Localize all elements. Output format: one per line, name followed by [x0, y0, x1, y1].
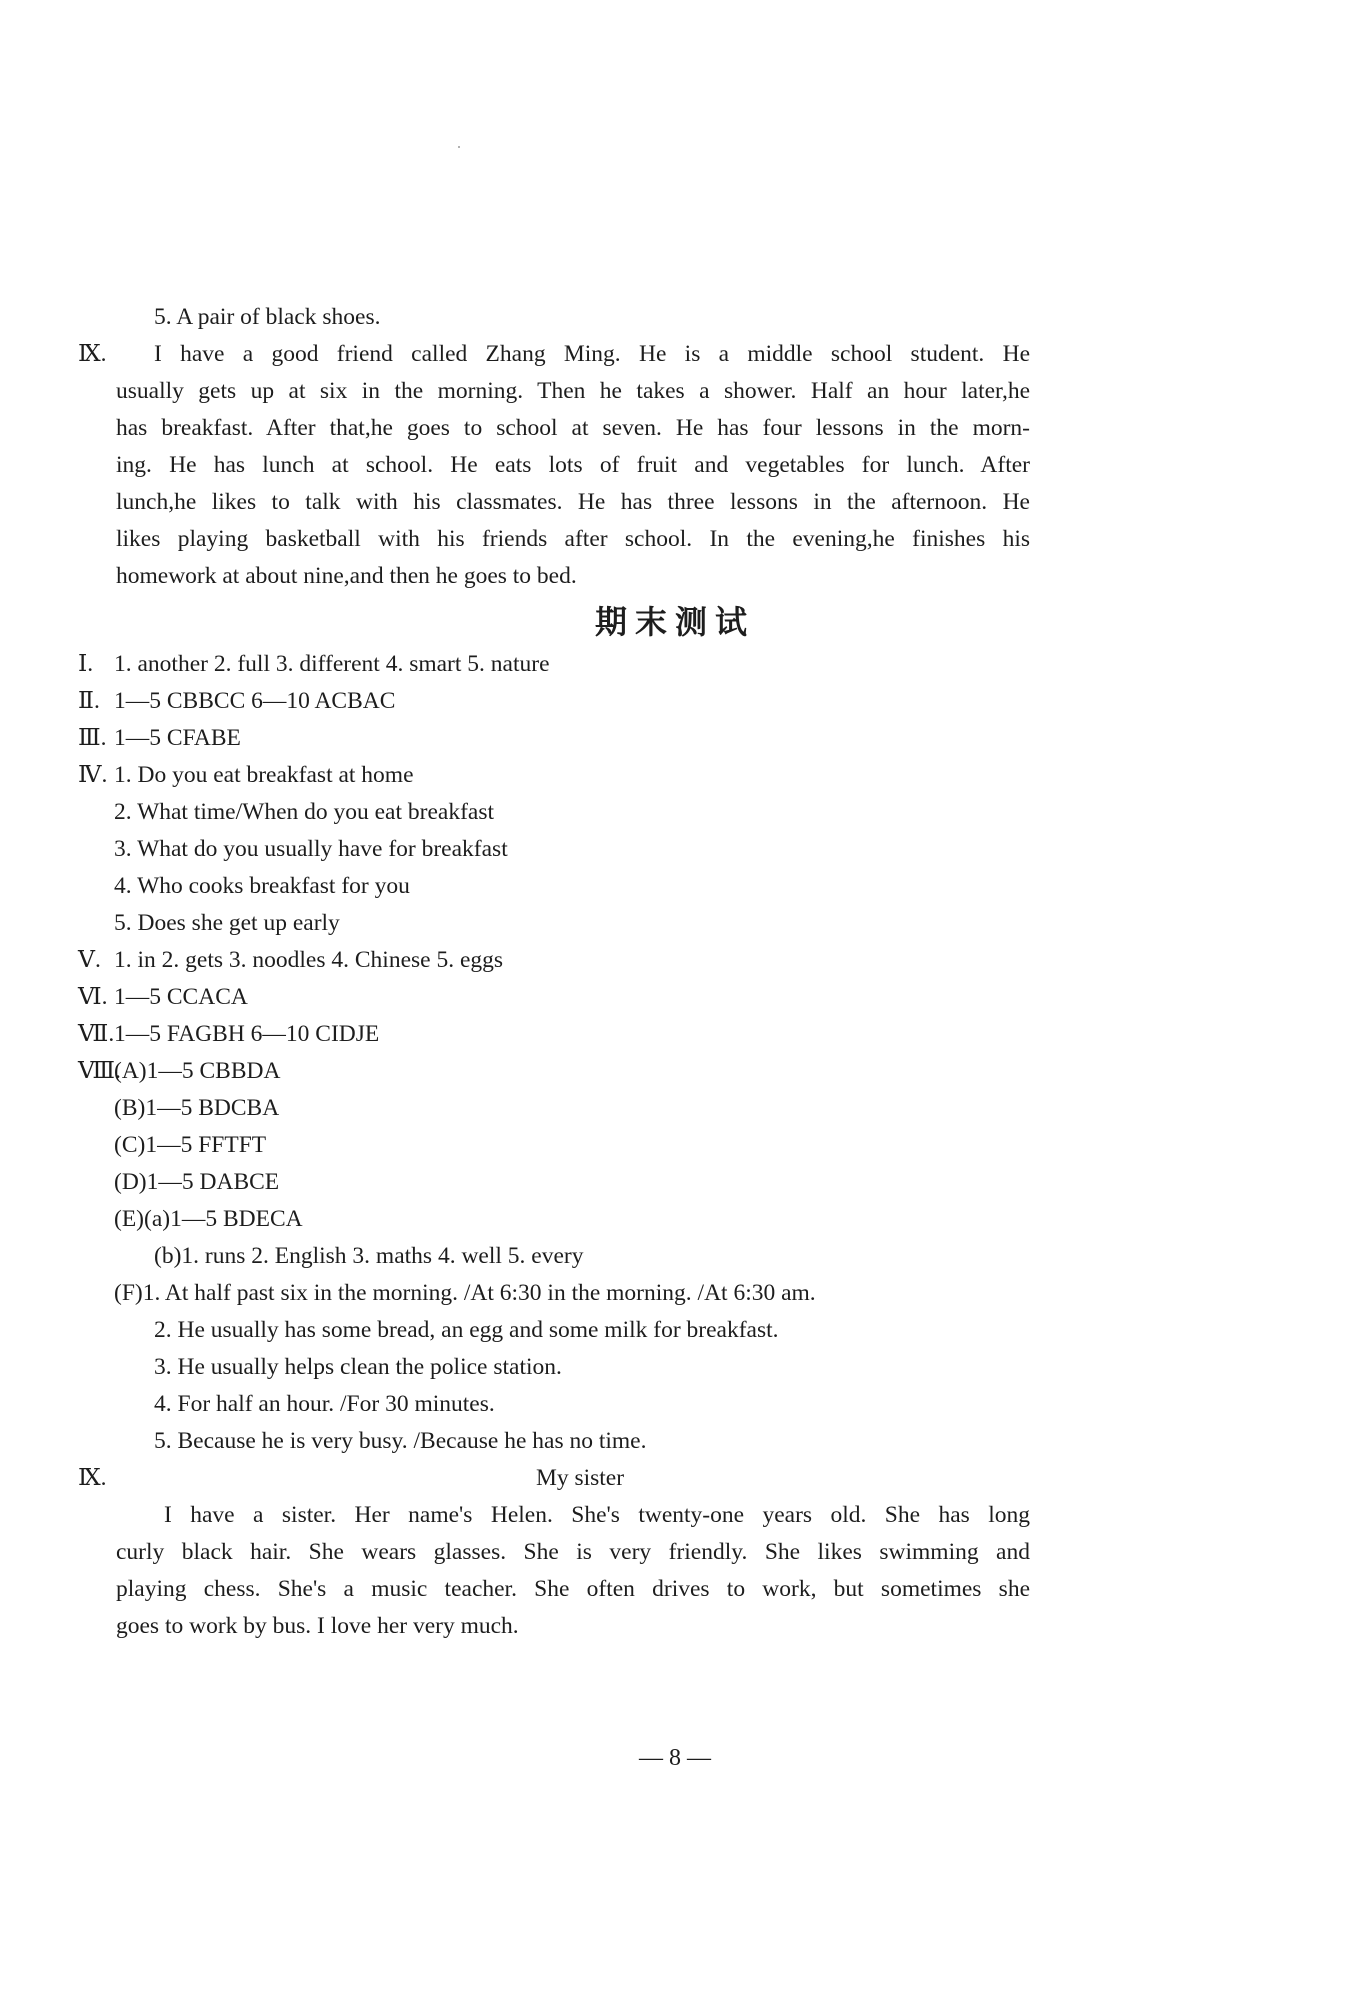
- section-numeral-7: Ⅶ.: [78, 1021, 115, 1047]
- scan-speck: [458, 146, 460, 148]
- section-answer-8-f-1: (F)1. At half past six in the morning. /At 6:30 in the morning. /At 6:30 am.: [114, 1280, 816, 1306]
- section-numeral-5: Ⅴ.: [78, 947, 101, 973]
- section-numeral-8: Ⅷ.: [78, 1058, 121, 1084]
- section-numeral-4: Ⅳ.: [78, 762, 108, 788]
- prev-ix-essay-line-7: homework at about nine,and then he goes to bed.: [116, 563, 577, 589]
- section-answer-4-5: 5. Does she get up early: [114, 910, 340, 936]
- section-numeral-6: Ⅵ.: [78, 984, 108, 1010]
- prev-ix-essay-line-3: has breakfast. After that,he goes to school at seven. He has four lessons in the morn-: [116, 415, 1030, 441]
- section-answer-8-f-2: 2. He usually has some bread, an egg and some milk for breakfast.: [154, 1317, 779, 1343]
- section-answer-8-f-3: 3. He usually helps clean the police station.: [154, 1354, 562, 1380]
- section-answer-8-b: (B)1—5 BDCBA: [114, 1095, 280, 1121]
- section-numeral-1: Ⅰ.: [78, 651, 94, 677]
- section-answer-8-a: (A)1—5 CBBDA: [114, 1058, 281, 1084]
- section-answer-3: 1—5 CFABE: [114, 725, 241, 751]
- essay-title: My sister: [535, 1465, 625, 1491]
- prev-ix-numeral: Ⅸ.: [78, 341, 107, 367]
- section-answer-7: 1—5 FAGBH 6—10 CIDJE: [114, 1021, 380, 1047]
- section-answer-4-4: 4. Who cooks breakfast for you: [114, 873, 410, 899]
- prev-ix-essay-line-5: lunch,he likes to talk with his classmates. He has three lessons in the afternoon. He: [116, 489, 1030, 515]
- section-answer-2: 1—5 CBBCC 6—10 ACBAC: [114, 688, 396, 714]
- prev-ix-essay-line-6: likes playing basketball with his friends after school. In the evening,he finishes his: [116, 526, 1030, 552]
- prev-item-5: 5. A pair of black shoes.: [154, 304, 381, 330]
- section-answer-4-3: 3. What do you usually have for breakfast: [114, 836, 508, 862]
- section-answer-1: 1. another 2. full 3. different 4. smart 5. nature: [114, 651, 550, 677]
- section-answer-8-d: (D)1—5 DABCE: [114, 1169, 280, 1195]
- section-answer-8-c: (C)1—5 FFTFT: [114, 1132, 267, 1158]
- section-answer-4-1: 1. Do you eat breakfast at home: [114, 762, 414, 788]
- section-answer-5: 1. in 2. gets 3. noodles 4. Chinese 5. eggs: [114, 947, 504, 973]
- section-numeral-2: Ⅱ.: [78, 688, 100, 714]
- section-answer-8-f-5: 5. Because he is very busy. /Because he has no time.: [154, 1428, 647, 1454]
- prev-ix-essay-line-2: usually gets up at six in the morning. Then he takes a shower. Half an hour later,he: [116, 378, 1030, 404]
- section-answer-4-2: 2. What time/When do you eat breakfast: [114, 799, 495, 825]
- page-number: — 8 —: [639, 1745, 711, 1771]
- prev-ix-essay-line-1: I have a good friend called Zhang Ming. He is a middle school student. He: [154, 341, 1030, 367]
- section-answer-8-f-4: 4. For half an hour. /For 30 minutes.: [154, 1391, 495, 1417]
- essay-line-4: goes to work by bus. I love her very much.: [116, 1613, 519, 1639]
- section-answer-6: 1—5 CCACA: [114, 984, 248, 1010]
- essay-line-2: curly black hair. She wears glasses. She is very friendly. She likes swimming and: [116, 1539, 1030, 1565]
- essay-line-3: playing chess. She's a music teacher. She often drives to work, but sometimes she: [116, 1576, 1030, 1602]
- final-test-title: 期末测试: [594, 603, 755, 641]
- prev-ix-essay-line-4: ing. He has lunch at school. He eats lots of fruit and vegetables for lunch. After: [116, 452, 1030, 478]
- essay-line-1: I have a sister. Her name's Helen. She's twenty-one years old. She has long: [164, 1502, 1030, 1528]
- section-numeral-3: Ⅲ.: [78, 725, 107, 751]
- section-answer-8-e-a: (E)(a)1—5 BDECA: [114, 1206, 303, 1232]
- section-numeral-9: Ⅸ.: [78, 1465, 107, 1491]
- section-answer-8-e-b: (b)1. runs 2. English 3. maths 4. well 5. every: [154, 1243, 584, 1269]
